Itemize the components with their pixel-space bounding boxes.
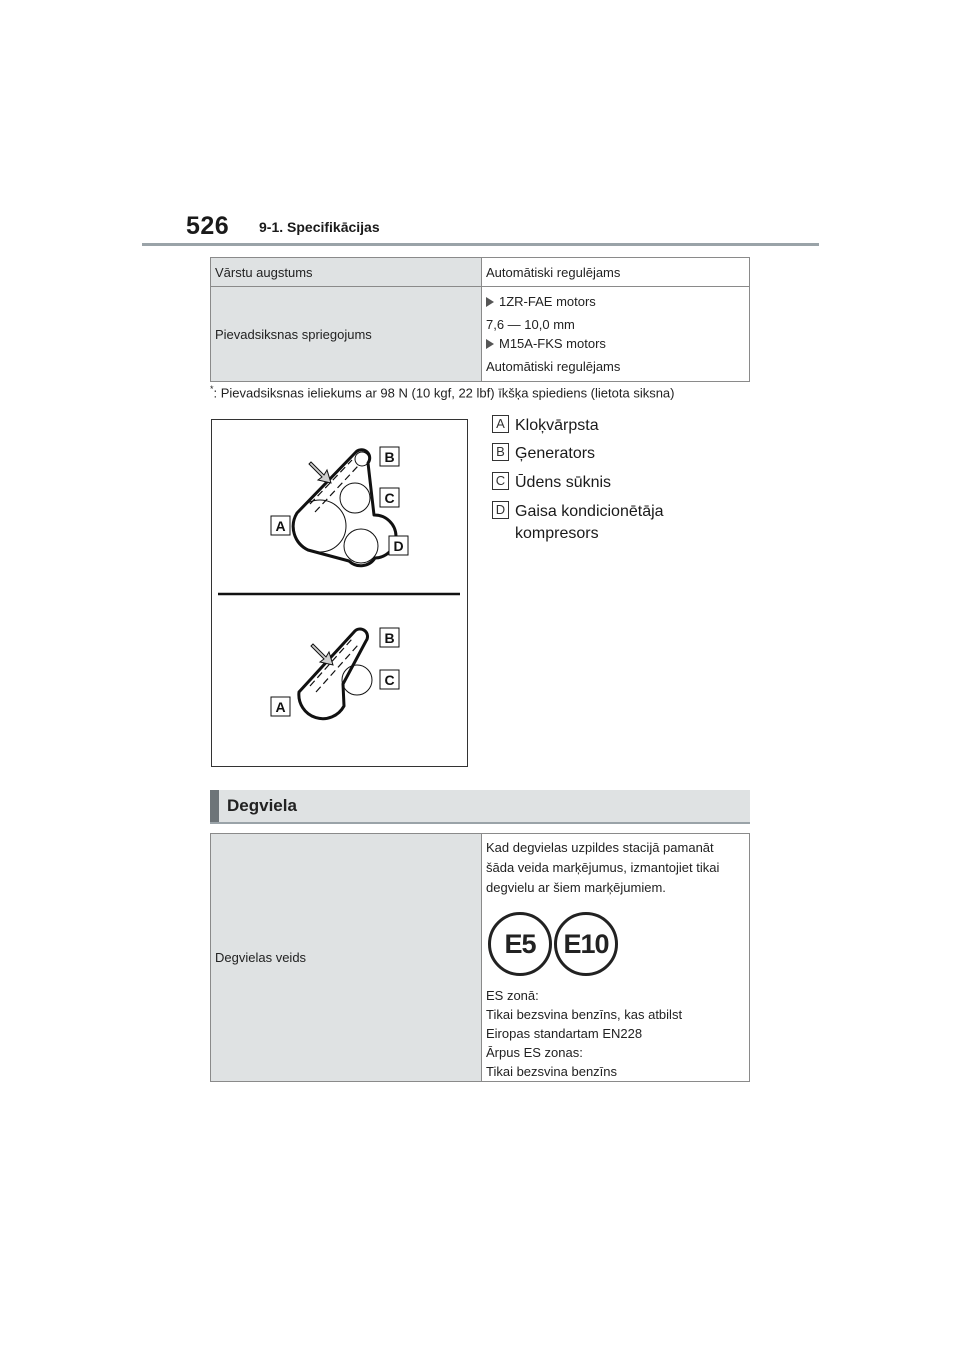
legend-text: Ģenerators bbox=[515, 445, 596, 462]
cell-text: Pievadsiksnas spriegojums bbox=[215, 326, 372, 342]
heading-accent-bar bbox=[210, 790, 219, 822]
top-belt-diagram bbox=[293, 450, 396, 566]
fuel-marks bbox=[486, 912, 745, 976]
section-title: 9-1. Specifikācijas bbox=[259, 219, 380, 235]
line-text: Automātiski regulējams bbox=[486, 359, 621, 374]
cell-text: Vārstu augstums bbox=[215, 264, 313, 280]
fuel-table bbox=[210, 833, 750, 1082]
press-arrow-icon bbox=[309, 462, 331, 483]
table-row bbox=[211, 834, 750, 1082]
label-b: B bbox=[384, 449, 395, 465]
page-number: 526 bbox=[186, 212, 230, 240]
footnote-text: : Pievadsiksnas ieliekums ar 98 N (10 kgf, 22 lbf) īkšķa spiediens (lietota siksna) bbox=[213, 385, 675, 401]
bottom-diagram-labels bbox=[271, 628, 399, 716]
belt-diagram-figure bbox=[211, 419, 468, 767]
label-a: A bbox=[275, 699, 286, 715]
line-text: 7,6 — 10,0 mm bbox=[486, 317, 575, 332]
table-cell-label bbox=[211, 258, 482, 287]
spec-table bbox=[210, 257, 750, 382]
heading-text: Degviela bbox=[227, 796, 297, 815]
legend-text bbox=[515, 501, 664, 545]
spec-line bbox=[486, 315, 745, 334]
spec-line bbox=[486, 357, 745, 376]
legend-item bbox=[492, 472, 611, 494]
label-c: C bbox=[384, 490, 395, 506]
spec-line bbox=[486, 292, 745, 311]
label-a: A bbox=[275, 518, 286, 534]
triangle-marker-icon bbox=[486, 297, 494, 307]
table-row bbox=[211, 287, 750, 382]
legend-text: Ūdens sūknis bbox=[515, 474, 612, 491]
fuel-note-line: ES zonā: bbox=[486, 988, 539, 1003]
table-cell-value bbox=[482, 258, 750, 287]
spec-line bbox=[486, 334, 745, 353]
footnote-mark: * bbox=[210, 384, 214, 394]
legend-badge: D bbox=[492, 501, 509, 519]
press-arrow-icon bbox=[311, 644, 333, 665]
fuel-note-line: Eiropas standartam EN228 bbox=[486, 1026, 643, 1041]
top-diagram-labels bbox=[271, 447, 408, 555]
table-row bbox=[211, 258, 750, 287]
belt-diagram-svg bbox=[212, 420, 467, 766]
table-cell-label bbox=[211, 287, 482, 382]
fuel-intro-line: degvielu ar šiem marķējumiem. bbox=[486, 880, 666, 895]
legend-text-line: kompresors bbox=[515, 525, 599, 542]
label-c: C bbox=[384, 672, 395, 688]
line-text: M15A-FKS motors bbox=[499, 336, 606, 351]
table-cell-label bbox=[211, 834, 482, 1082]
ac-compressor-pulley bbox=[344, 529, 378, 563]
fuel-intro-line: šāda veida marķējumus, izmantojiet tikai bbox=[486, 860, 720, 875]
legend-badge: C bbox=[492, 472, 509, 490]
footnote bbox=[210, 384, 675, 400]
water-pump-pulley bbox=[340, 483, 370, 513]
cell-text: Automātiski regulējams bbox=[486, 264, 621, 280]
legend-item bbox=[492, 501, 664, 545]
fuel-mark-e5-icon: E5 bbox=[488, 912, 552, 976]
fuel-note-line: Tikai bezsvina benzīns, kas atbilst bbox=[486, 1007, 683, 1022]
fuel-mark-e10-icon: E10 bbox=[554, 912, 618, 976]
triangle-marker-icon bbox=[486, 339, 494, 349]
label-d: D bbox=[393, 538, 404, 554]
header-divider bbox=[142, 243, 819, 246]
label-b: B bbox=[384, 630, 395, 646]
table-cell-value bbox=[482, 287, 750, 382]
cell-text: Degvielas veids bbox=[215, 950, 307, 965]
fuel-intro-line: Kad degvielas uzpildes stacijā pamanāt bbox=[486, 840, 714, 855]
drive-belt bbox=[299, 629, 368, 719]
line-text: 1ZR-FAE motors bbox=[499, 294, 596, 309]
legend-badge: A bbox=[492, 415, 509, 433]
legend-text-line: Gaisa kondicionētāja bbox=[515, 503, 664, 520]
fuel-note-line: Ārpus ES zonas: bbox=[486, 1045, 583, 1060]
table-cell-value bbox=[482, 834, 750, 1082]
legend-item bbox=[492, 415, 599, 437]
legend-item bbox=[492, 443, 595, 465]
heading-divider bbox=[210, 822, 750, 824]
bottom-belt-diagram bbox=[299, 629, 372, 719]
legend-text: Kloķvārpsta bbox=[515, 417, 599, 434]
legend-badge: B bbox=[492, 443, 509, 461]
fuel-note-line: Tikai bezsvina benzīns bbox=[486, 1064, 618, 1079]
fuel-section-heading bbox=[210, 790, 750, 822]
